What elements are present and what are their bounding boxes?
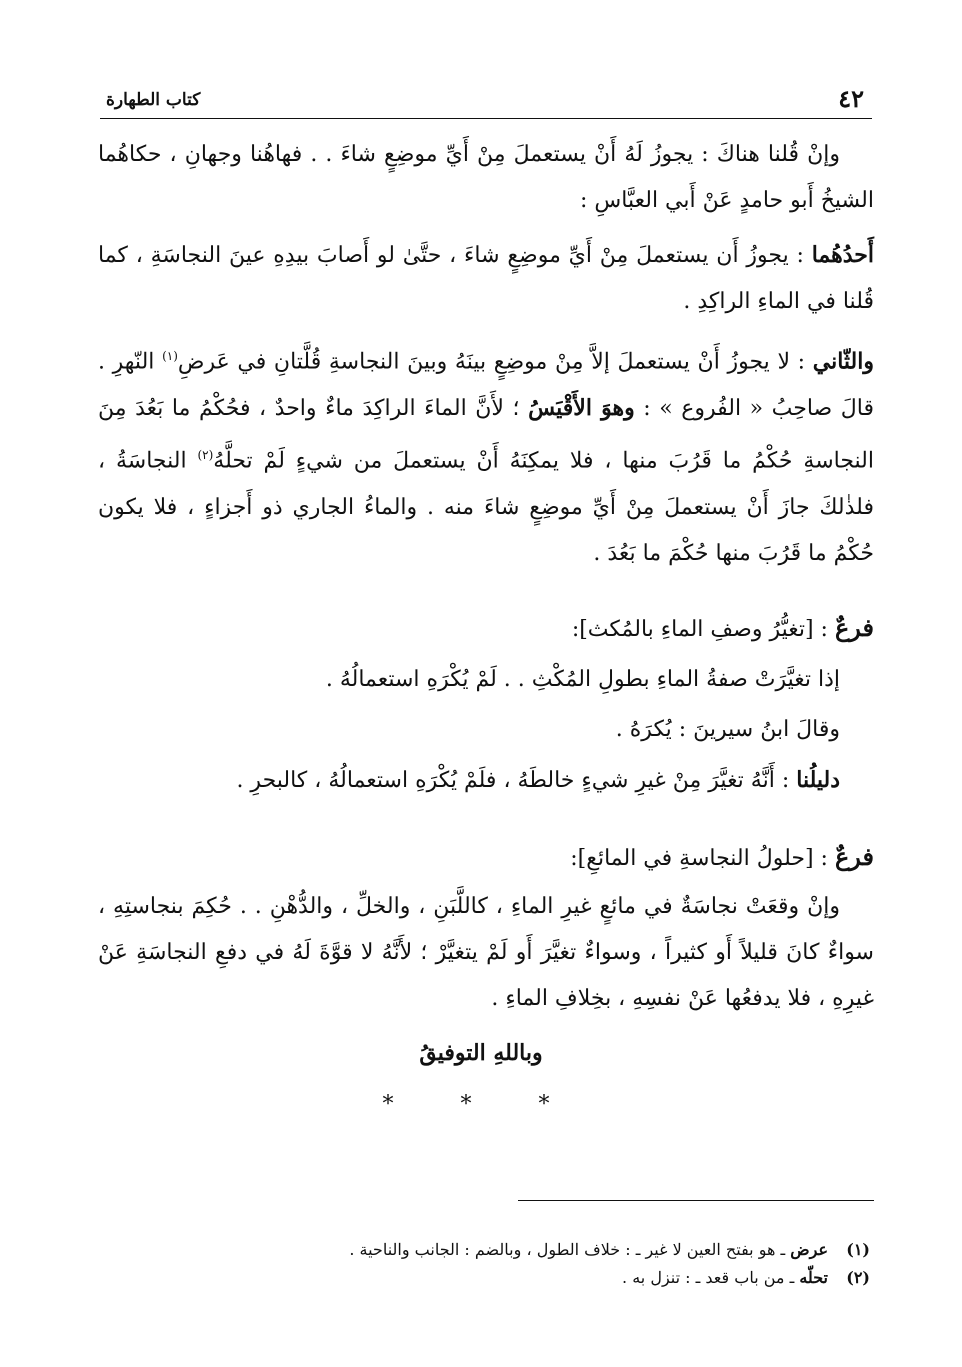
footnote	[150, 1236, 870, 1264]
branch-line: إذا تغيَّرَتْ صفةُ الماءِ بطولِ المُكْثِ . . لَمْ يُكْرَهِ استعمالُهُ .	[325, 666, 840, 692]
footnote-text: ـ من باب قعد ـ : تنزل به .	[622, 1268, 800, 1287]
paragraph-text: : لا يجوزُ أَنْ يستعملَ إلاَّ مِنْ موضِعٍ بينَهُ وبينَ النجاسةِ قُلَّتانِ في عَرضِ	[177, 349, 813, 375]
paragraph-lead: والثّاني	[812, 348, 874, 375]
footnote-number: (٢)	[846, 1268, 870, 1287]
paragraph-text: النّهرِ . قالَ صاحِبُ « الفُروع » :	[98, 349, 874, 422]
branch-title: : [حلولُ النجاسةِ في المائعِ]:	[570, 845, 835, 871]
section-end-stars: * * *	[382, 1092, 580, 1117]
paragraph-lead: أَحدُهُما	[811, 242, 874, 268]
main-text	[98, 132, 874, 1030]
closing-phrase: وباللهِ التوفيقُ	[419, 1040, 543, 1066]
paragraph-text: : يجوزُ أَن يستعملَ مِنْ أَيِّ موضِعٍ شاءَ ، حتَّىٰ لو أَصابَ بيدِهِ عينَ النجاسَةِ ، كما قُلنا في الماءِ الراكِدِ .	[98, 243, 874, 314]
paragraph-text: ؛ لأَنَّ الماءَ الراكِدَ ماءٌ واحدٌ ، فحُكْمُ ما بَعُدَ مِنَ النجاسةِ حُكْمُ ما قَرُبَ منها ، فلا يمكِنَهُ أَنْ يستعملَ من شيءٍ لَمْ تحلَّهُ	[98, 396, 874, 474]
paragraph-second-view	[98, 333, 874, 577]
page-header	[100, 82, 872, 119]
footnotes	[150, 1236, 870, 1292]
paragraph-intro	[98, 132, 874, 224]
branch-line-text: : أَنَّهُ تغيَّرَ مِنْ غيرِ شيءٍ خالطَهُ ، فلَمْ يُكْرَهِ استعمالُهُ ، كالبحرِ .	[236, 767, 797, 793]
footnote	[150, 1264, 870, 1292]
paragraph-text: وإنْ قُلنا هناكَ : يجوزُ لَهُ أَنْ يستعملَ مِنْ أَيِّ موضِعٍ شاءَ . . فهاهُنا وجهانِ ، حكاهُما الشيخُ أَبو حامدٍ عَنْ أَبي العبَّاسِ :	[98, 142, 874, 213]
branch-label: فرعٌ	[834, 612, 874, 642]
running-title: كتاب الطهارة	[106, 90, 201, 110]
footnote-ref: (١)	[162, 349, 178, 363]
footnote-number: (١)	[846, 1240, 870, 1259]
paragraph-branch-text: وإنْ وقعَتْ نجاسَةٌ في مائعٍ غيرِ الماءِ ، كاللَّبَنِ ، والخلِّ ، والدُّهْنِ . . حُكِمَ بنجاستِهِ ، سواءٌ كانَ قليلاً أَو كثيراً ، وسواءٌ تغيَّرَ أَو لَمْ يتغيَّرْ ؛ لأَنَّهُ لا قوَّةَ لَهُ في دفعِ النجاسَةِ عَنْ غيرِهِ ، فلا يدفعُها عَنْ نفسِهِ ، بخِلافِ الماءِ .	[98, 893, 874, 1011]
branch-heading	[98, 834, 874, 882]
branch-heading	[98, 605, 874, 653]
branch-line	[98, 755, 874, 806]
footnote-ref: (٢)	[197, 448, 214, 463]
paragraph-text: النجاسَةُ ، فلذٰلكَ جازَ أَنْ يستعملَ مِنْ أَيِّ موضِعٍ شاءَ منه . والماءُ الجاري ذو أَجزاءٍ ، فلا يكون حُكْمُ ما قَرُبَ منها حُكْمَ ما بَعُدَ .	[98, 448, 874, 566]
branch-line: وقالَ ابنُ سيرينَ : يُكرَهُ .	[615, 716, 840, 742]
paragraph-first-view	[98, 232, 874, 325]
emphasis-text: وهوَ الأَقْيَسُ	[528, 395, 635, 422]
footnote-term: تحلّه	[799, 1268, 828, 1287]
footnote-term: عرض	[790, 1240, 828, 1259]
branch-line-lead: دليلُنا	[796, 766, 840, 793]
footnote-text: ـ هو بفتح العين لا غير ـ : خلاف الطول ، وبالضم : الجانب والناحية .	[349, 1240, 791, 1259]
footnote-divider	[518, 1200, 874, 1201]
branch-title: : [تغيُّرُ وصفِ الماءِ بالمُكث]:	[571, 616, 835, 642]
page-number: ٤٢	[838, 84, 864, 113]
branch-label: فرعٌ	[834, 841, 874, 871]
